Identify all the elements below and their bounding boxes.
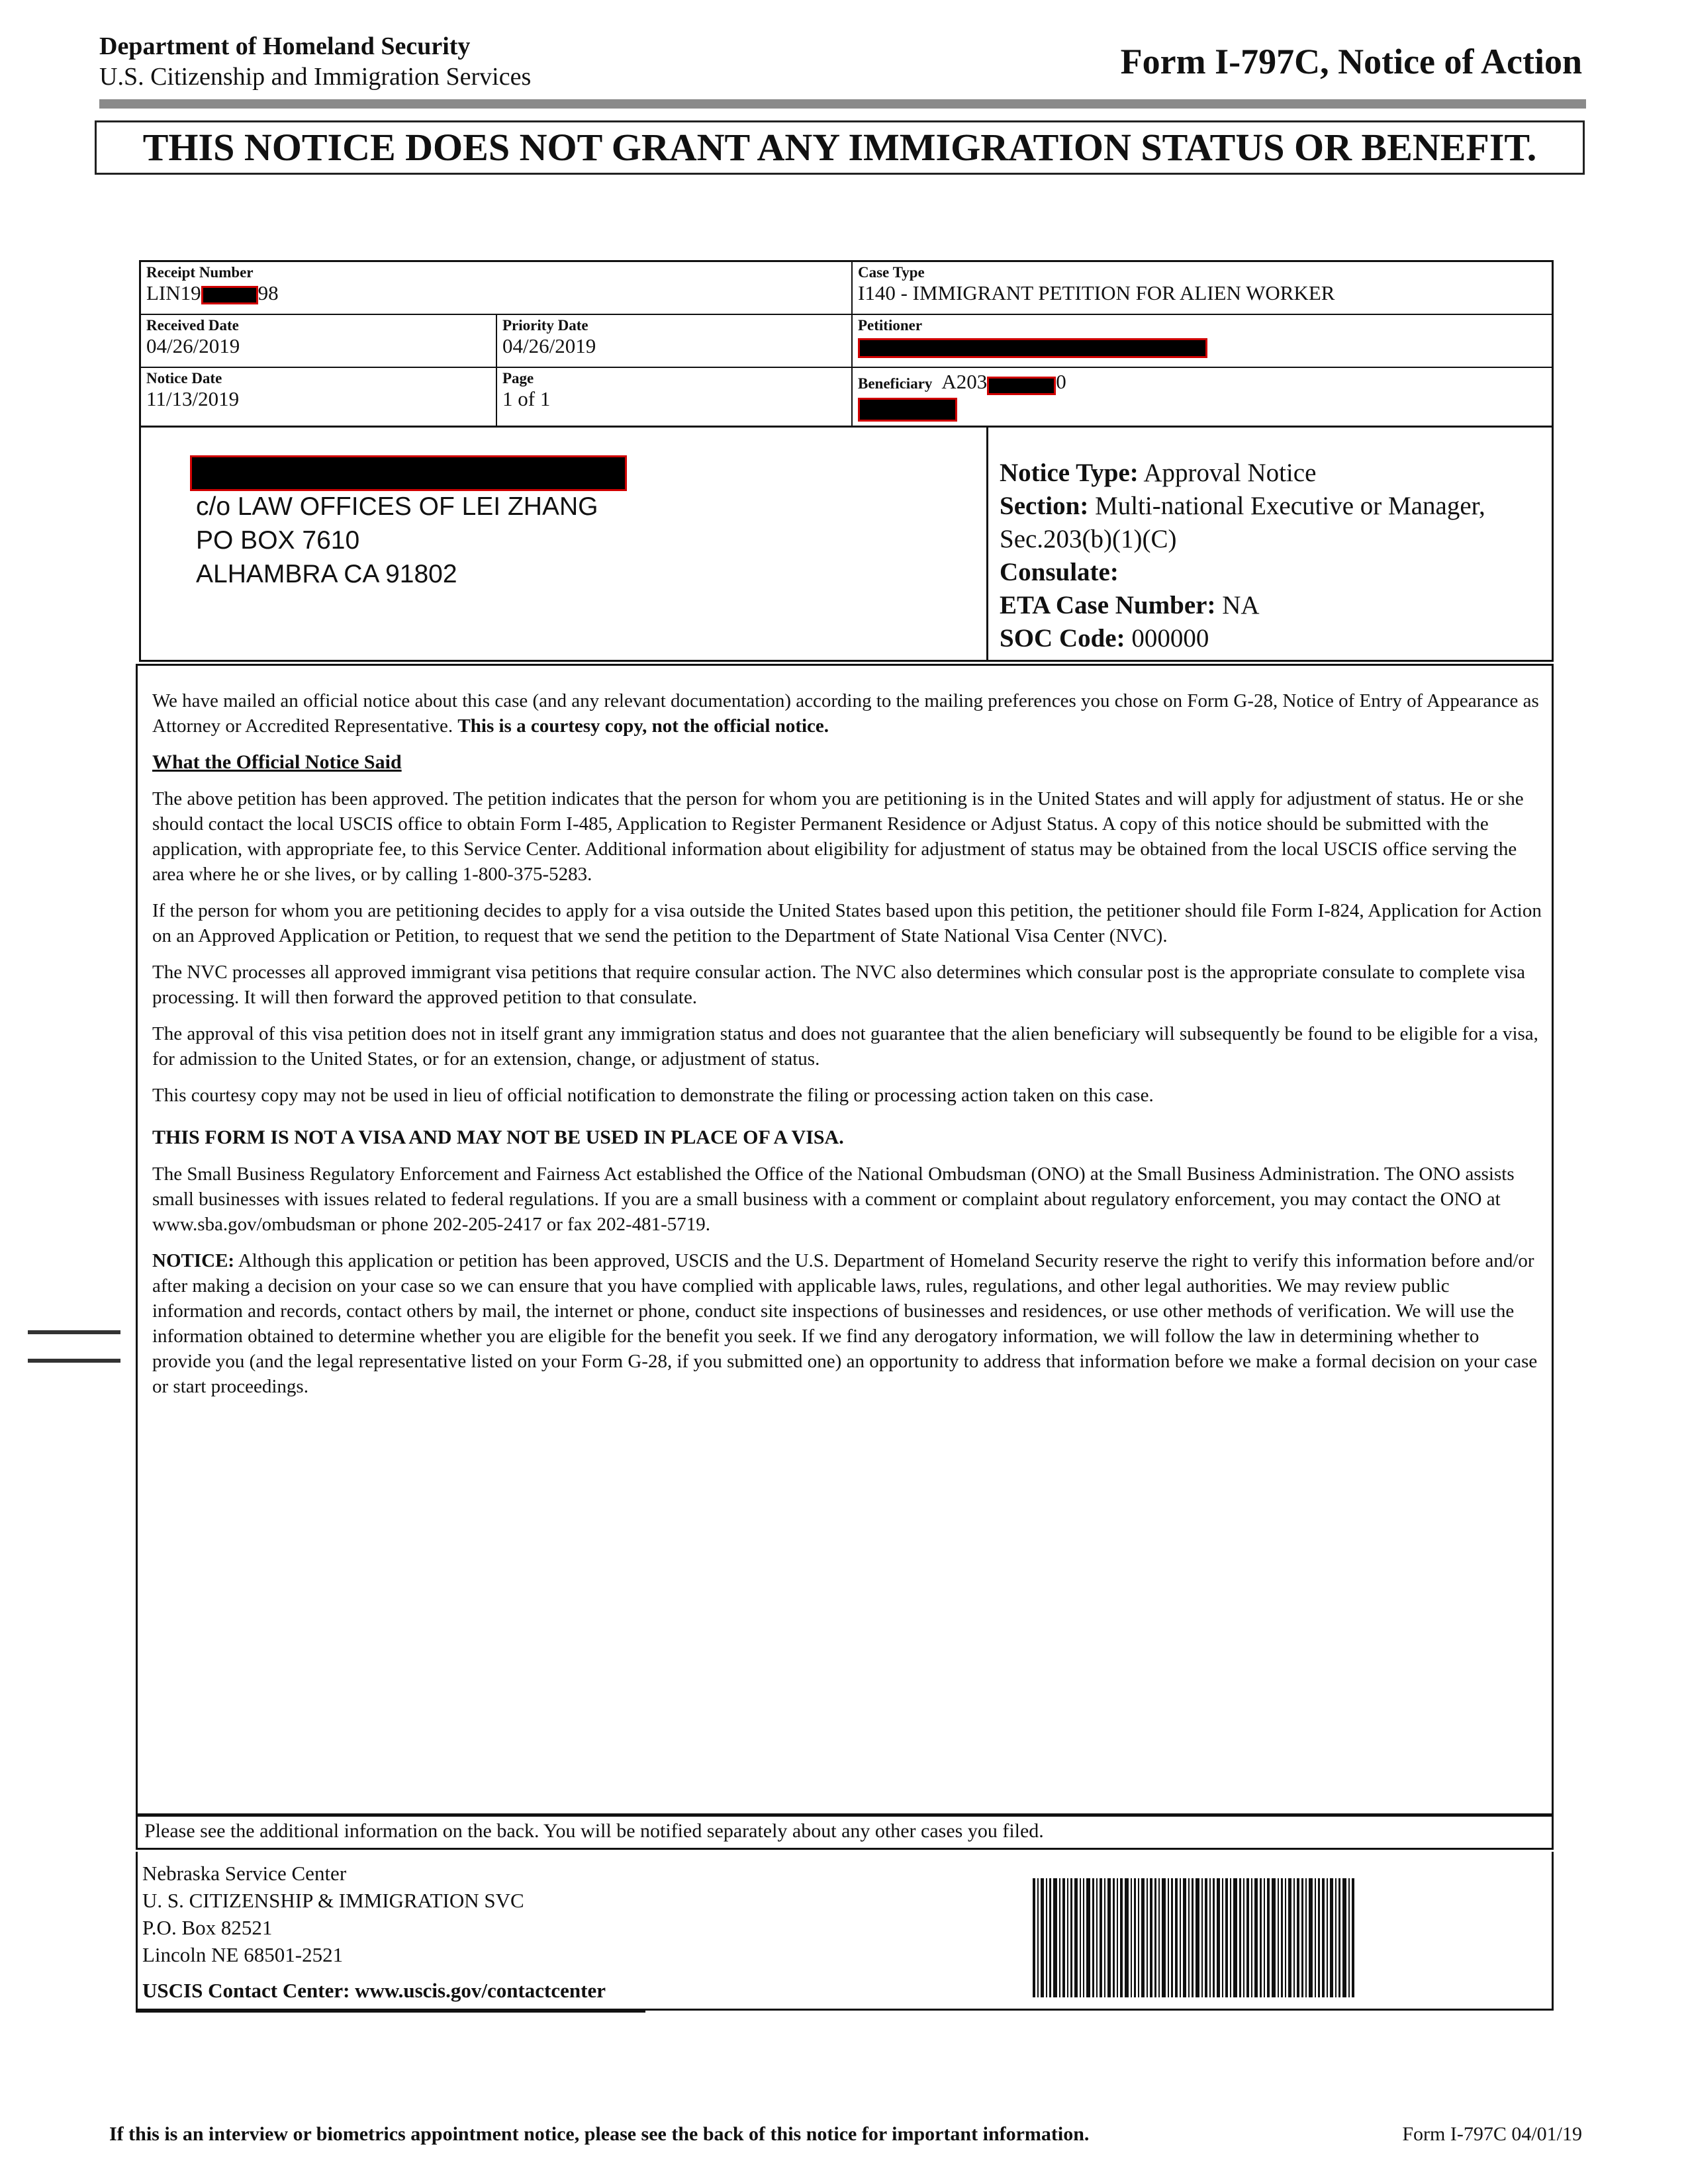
- address-divider: [986, 428, 988, 662]
- petitioner-label: Petitioner: [858, 317, 923, 334]
- address-line: ALHAMBRA CA 91802: [196, 560, 457, 588]
- receipt-number-cell: [141, 262, 853, 315]
- verification-text: Although this application or petition has been approved, USCIS and the U.S. Department of Homeland Security reserve the right to verify this information before and/or after making a decision on your case so we can ensure that you have complied with applicable laws, rules, regulations, and other legal authorities. We may review public information and records, contact others by mail, the internet or phone, conduct site inspections of businesses and residences, or use other methods of verification. We will use the information obtained to determine whether you are eligible for the benefit you seek. If we find any derogatory information, we will follow the law in determining whether to provide you (and the legal representative listed on your Form G-28, if you submitted one) an opportunity to address that information before we make a formal decision on your case or start proceedings.: [152, 1250, 1538, 1397]
- form-title: Form I-797C, Notice of Action: [1120, 42, 1582, 81]
- header-divider-bar: [99, 99, 1586, 109]
- received-date-label: Received Date: [146, 317, 239, 334]
- priority-date-cell: [497, 315, 853, 368]
- section-value: Multi-national Executive or Manager,: [1095, 492, 1485, 520]
- intro-text: We have mailed an official notice about this case (and any relevant documentation) according to the mailing preferences you chose on Form G-28, Notice of Entry of Appearance as Attorney or Accredited Representative.: [152, 690, 1539, 737]
- notice-date-cell: [141, 368, 497, 426]
- service-center-line: Lincoln NE 68501-2521: [142, 1943, 344, 1966]
- consulate-row: [1000, 556, 1542, 589]
- not-a-visa-notice: THIS FORM IS NOT A VISA AND MAY NOT BE USED IN PLACE OF A VISA.: [152, 1126, 844, 1148]
- case-type-label: Case Type: [858, 264, 925, 281]
- case-type-cell: [853, 262, 1554, 315]
- sub-agency-name: U.S. Citizenship and Immigration Services: [99, 63, 532, 91]
- redaction-box: [858, 338, 1207, 358]
- paragraph: This courtesy copy may not be used in lieu of official notification to demonstrate the filing or processing action taken on this case.: [152, 1085, 1154, 1106]
- redaction-box: [190, 455, 627, 491]
- case-type-value: I140 - IMMIGRANT PETITION FOR ALIEN WORKER: [858, 281, 1335, 304]
- receipt-number-value: [146, 281, 846, 305]
- service-center-line: Nebraska Service Center: [142, 1862, 347, 1885]
- additional-info-bar: Please see the additional information on the back. You will be notified separately about any other cases you filed.: [136, 1815, 1554, 1850]
- section-heading: What the Official Notice Said: [152, 751, 402, 773]
- notice-date-label: Notice Date: [146, 370, 222, 387]
- priority-date-label: Priority Date: [502, 317, 588, 334]
- paragraph: If the person for whom you are petitioning decides to apply for a visa outside the United States based upon this petition, the petitioner should file Form I-824, Application for Action on an Approved Application or Petition, to request that we send the petition to the Department of State National Visa Center (NVC).: [152, 900, 1542, 946]
- agency-name: Department of Homeland Security: [99, 32, 471, 60]
- address-line: c/o LAW OFFICES OF LEI ZHANG: [196, 492, 598, 521]
- barcode: [1033, 1878, 1357, 1997]
- section-value-continued: Sec.203(b)(1)(C): [1000, 525, 1177, 553]
- beneficiary-prefix: A203: [941, 370, 988, 393]
- paragraph: The approval of this visa petition does not in itself grant any immigration status and does not guarantee that the alien beneficiary will subsequently be found to be eligible for a visa, for admission to the United States, or for an extension, change, or adjustment of status.: [152, 1023, 1538, 1069]
- intro-paragraph: [152, 688, 1542, 739]
- notice-type-label: Notice Type:: [1000, 459, 1139, 487]
- receipt-number-prefix: LIN19: [146, 281, 201, 304]
- page-value: 1 of 1: [502, 387, 551, 410]
- soc-label: SOC Code:: [1000, 624, 1125, 653]
- redaction-box: [987, 377, 1056, 395]
- consulate-label: Consulate:: [1000, 558, 1119, 586]
- notice-type-row: [1000, 457, 1542, 490]
- receipt-number-label: Receipt Number: [146, 264, 254, 281]
- priority-date-value: 04/26/2019: [502, 334, 596, 357]
- beneficiary-suffix: 0: [1056, 370, 1066, 393]
- footer-note: If this is an interview or biometrics appointment notice, please see the back of this notice for important information.: [109, 2123, 1090, 2145]
- receipt-number-suffix: 98: [258, 281, 279, 304]
- disclaimer-banner: THIS NOTICE DOES NOT GRANT ANY IMMIGRATION STATUS OR BENEFIT.: [95, 120, 1585, 175]
- margin-mark: [28, 1330, 120, 1334]
- received-date-cell: [141, 315, 497, 368]
- received-date-value: 04/26/2019: [146, 334, 240, 357]
- paragraph: The Small Business Regulatory Enforcement and Fairness Act established the Office of the National Ombudsman (ONO) at the Small Business Administration. The ONO assists small businesses with issues related to federal regulations. If you are a small business with a comment or complaint about regulatory enforcement, you may contact the ONO at www.sba.gov/ombudsman or phone 202-205-2417 or fax 202-481-5719.: [152, 1163, 1515, 1235]
- redaction-box: [858, 398, 957, 422]
- service-center-line: U. S. CITIZENSHIP & IMMIGRATION SVC: [142, 1889, 524, 1912]
- notice-type-value: Approval Notice: [1143, 459, 1317, 487]
- petitioner-cell: [853, 315, 1554, 368]
- beneficiary-label: Beneficiary: [858, 375, 933, 392]
- page-cell: [497, 368, 853, 426]
- notice-date-value: 11/13/2019: [146, 387, 240, 410]
- footer-form-id: Form I-797C 04/01/19: [1402, 2123, 1582, 2145]
- soc-row: [1000, 622, 1542, 655]
- redaction-box: [201, 286, 258, 304]
- service-center-address: [142, 1860, 524, 1968]
- soc-value: 000000: [1131, 624, 1209, 653]
- intro-bold-text: This is a courtesy copy, not the official notice.: [457, 715, 829, 737]
- paragraph: The above petition has been approved. The petition indicates that the person for whom you are petitioning is in the United States and will apply for adjustment of status. He or she should contact the local USCIS office to obtain Form I-485, Application to Register Permanent Residence or Adjust Status. A copy of this notice should be submitted with the application, with appropriate fee, to this Service Center. Additional information about eligibility for adjustment of status may be obtained from the local USCIS office serving the area where he or she lives, or by calling 1-800-375-5283.: [152, 788, 1524, 885]
- eta-label: ETA Case Number:: [1000, 591, 1216, 619]
- margin-mark: [28, 1359, 120, 1363]
- mailing-address: [196, 490, 598, 591]
- page-label: Page: [502, 370, 534, 387]
- notice-info-block: [1000, 457, 1542, 655]
- section-row: [1000, 490, 1542, 523]
- eta-row: [1000, 589, 1542, 622]
- notice-body: [152, 688, 1542, 1410]
- verification-paragraph: [152, 1248, 1542, 1399]
- beneficiary-cell: [853, 368, 1554, 426]
- contact-underline: [136, 2011, 645, 2013]
- paragraph: The NVC processes all approved immigrant visa petitions that require consular action. The NVC also determines which consular post is the appropriate consulate to complete visa processing. It will then forward the approved petition to that consulate.: [152, 962, 1526, 1008]
- case-info-table: [139, 260, 1554, 428]
- contact-center-line: USCIS Contact Center: www.uscis.gov/contactcenter: [142, 1979, 606, 2002]
- eta-value: NA: [1222, 591, 1260, 619]
- address-line: PO BOX 7610: [196, 526, 360, 555]
- service-center-line: P.O. Box 82521: [142, 1916, 273, 1939]
- notice-label: NOTICE:: [152, 1250, 235, 1271]
- section-label: Section:: [1000, 492, 1089, 520]
